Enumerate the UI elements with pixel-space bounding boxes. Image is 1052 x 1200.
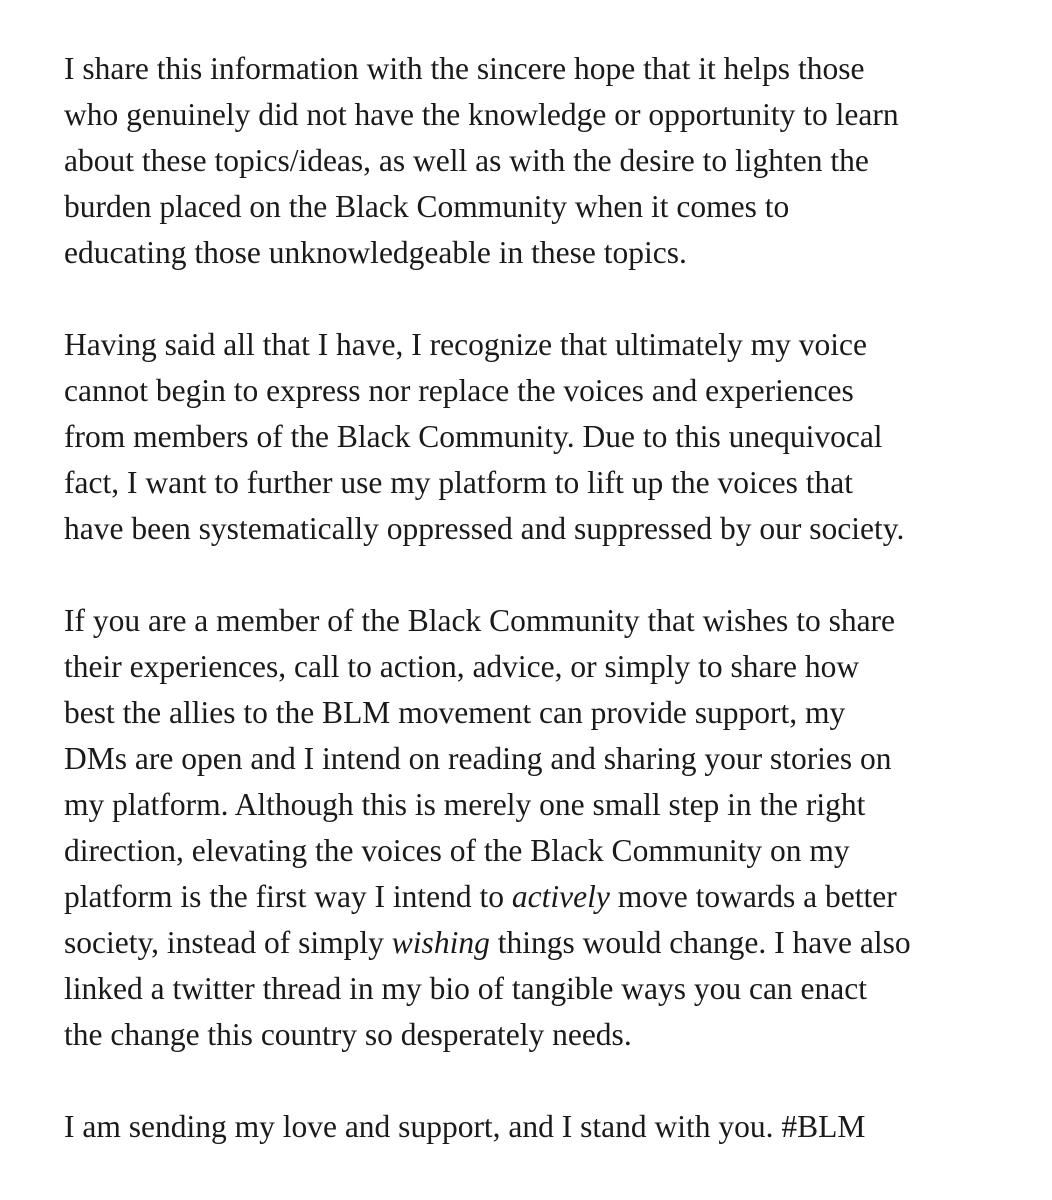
text-segment: platform is the first way I intend to bbox=[64, 879, 512, 914]
paragraph-closing bbox=[64, 1104, 1024, 1150]
text-line: DMs are open and I intend on reading and sharing your stories on bbox=[64, 741, 892, 776]
paragraph-recognition bbox=[64, 322, 1024, 552]
text-line: best the allies to the BLM movement can provide support, my bbox=[64, 695, 846, 730]
text-line: educating those unknowledgeable in these topics. bbox=[64, 235, 687, 270]
text-line: my platform. Although this is merely one small step in the right bbox=[64, 787, 866, 822]
text-line-with-emphasis bbox=[64, 874, 1024, 920]
text-line-with-emphasis bbox=[64, 920, 1024, 966]
text-line: their experiences, call to action, advice, or simply to share how bbox=[64, 649, 860, 684]
text-line: the change this country so desperately needs. bbox=[64, 1017, 632, 1052]
text-line: about these topics/ideas, as well as with the desire to lighten the bbox=[64, 143, 869, 178]
text-line: who genuinely did not have the knowledge or opportunity to learn bbox=[64, 97, 899, 132]
emphasized-word: actively bbox=[511, 879, 610, 914]
text-segment: things would change. I have also bbox=[489, 925, 911, 960]
paragraph-intent bbox=[64, 46, 1024, 276]
text-line: from members of the Black Community. Due to this unequivocal bbox=[64, 419, 883, 454]
emphasized-word: wishing bbox=[391, 925, 490, 960]
text-segment: society, instead of simply bbox=[64, 925, 392, 960]
text-line: cannot begin to express nor replace the voices and experiences bbox=[64, 373, 854, 408]
text-line: direction, elevating the voices of the Black Community on my bbox=[64, 833, 850, 868]
text-line: fact, I want to further use my platform to lift up the voices that bbox=[64, 465, 854, 500]
text-line: burden placed on the Black Community when it comes to bbox=[64, 189, 790, 224]
text-line: Having said all that I have, I recognize that ultimately my voice bbox=[64, 327, 867, 362]
text-line: If you are a member of the Black Community that wishes to share bbox=[64, 603, 896, 638]
text-line: I share this information with the sincere hope that it helps those bbox=[64, 51, 865, 86]
text-line: I am sending my love and support, and I stand with you. #BLM bbox=[64, 1109, 866, 1144]
text-segment: move towards a better bbox=[609, 879, 897, 914]
text-line: have been systematically oppressed and suppressed by our society. bbox=[64, 511, 905, 546]
text-line: linked a twitter thread in my bio of tangible ways you can enact bbox=[64, 971, 868, 1006]
paragraph-invitation bbox=[64, 598, 1024, 1058]
